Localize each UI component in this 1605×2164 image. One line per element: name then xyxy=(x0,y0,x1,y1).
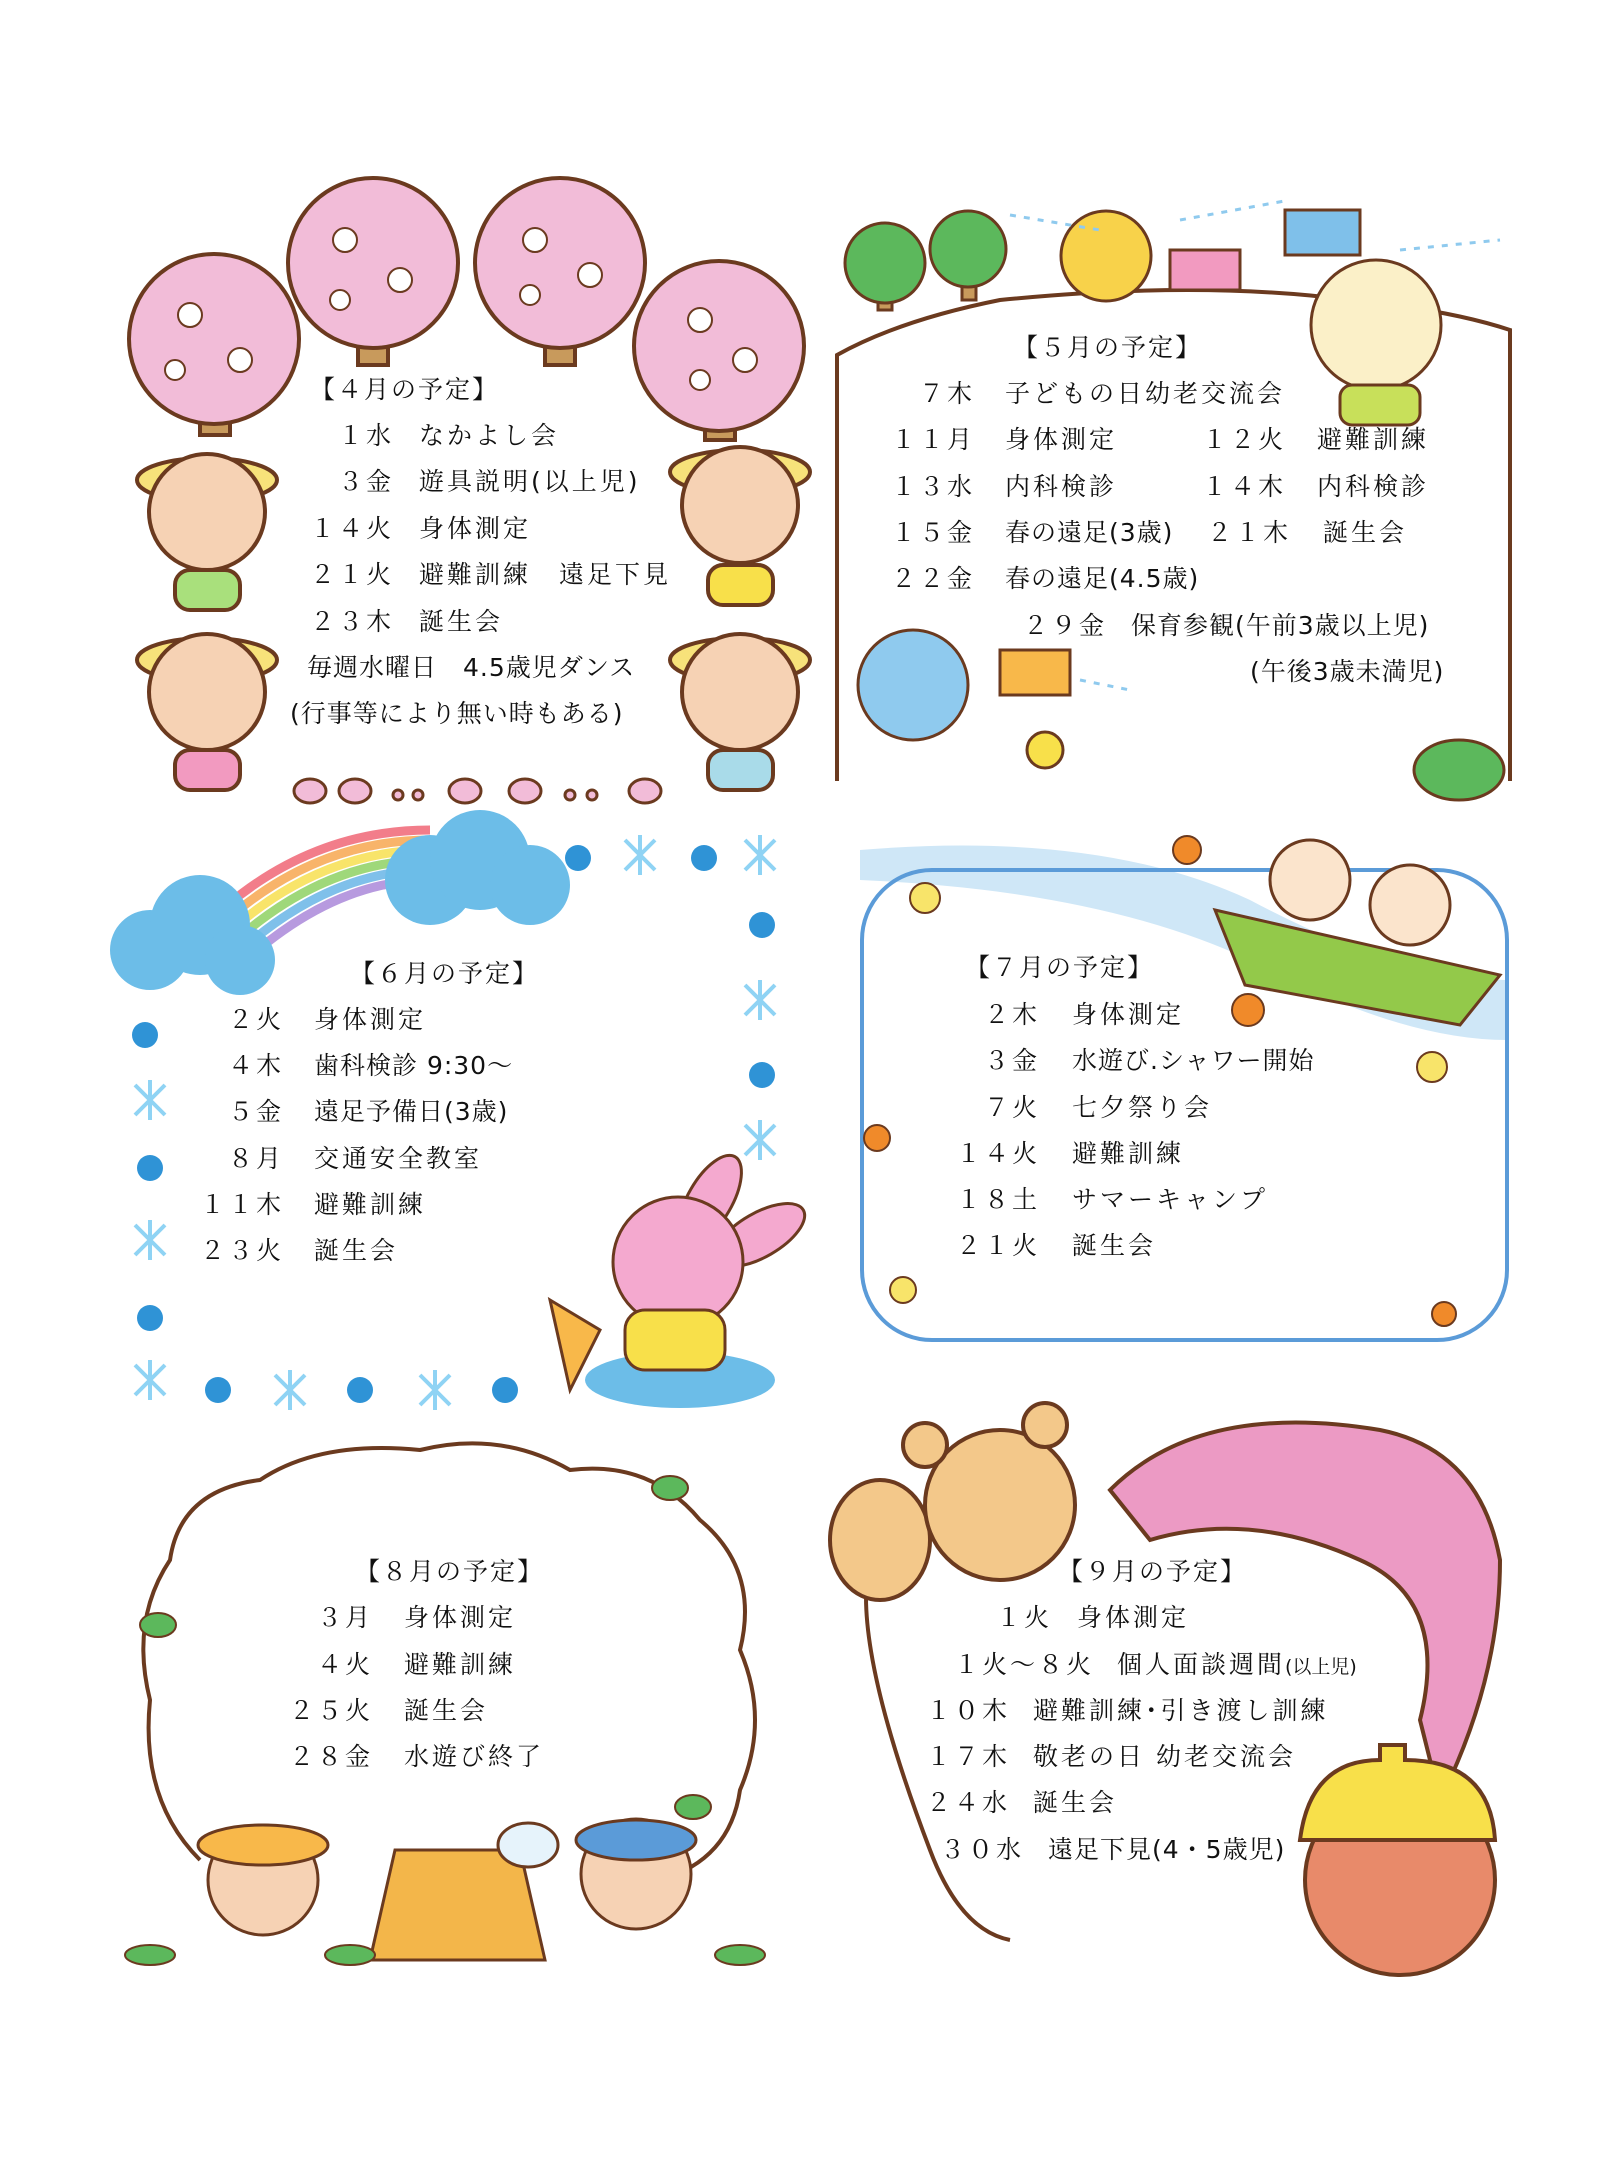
july-event: 身体測定 xyxy=(1072,1000,1185,1029)
july-date: １４火 xyxy=(955,1139,1040,1168)
june-event: 避難訓練 xyxy=(314,1190,427,1219)
may-date: ２１木 xyxy=(1206,518,1291,547)
september-event xyxy=(1117,1650,1357,1682)
june-date: ８月 xyxy=(227,1144,284,1173)
june-event: 交通安全教室 xyxy=(314,1144,483,1173)
september-chipmunk xyxy=(830,1403,1075,1600)
june-rabbit-umbrella xyxy=(550,1146,814,1408)
april-date: ２３木 xyxy=(309,607,394,636)
june-title: 【６月の予定】 xyxy=(350,959,540,988)
may-title: 【５月の予定】 xyxy=(1013,333,1203,362)
may-trees xyxy=(845,211,1006,310)
july-date: １８土 xyxy=(955,1185,1040,1214)
may-event: 春の遠足(3歳) xyxy=(1005,518,1174,547)
july-date: ７火 xyxy=(983,1093,1040,1122)
june-event: 誕生会 xyxy=(314,1236,399,1265)
may-date: １４木 xyxy=(1201,472,1286,501)
april-title: 【４月の予定】 xyxy=(310,375,500,404)
may-event: 誕生会 xyxy=(1323,518,1408,547)
august-date: ２８金 xyxy=(288,1742,373,1771)
april-event: なかよし会 xyxy=(419,421,560,450)
august-event: 水遊び終了 xyxy=(404,1742,545,1771)
april-note: (行事等により無い時もある) xyxy=(290,699,624,728)
september-date: １火 xyxy=(996,1603,1053,1632)
july-event: 避難訓練 xyxy=(1072,1139,1185,1168)
june-date: ２３火 xyxy=(199,1236,284,1265)
april-event: 遊具説明(以上児) xyxy=(419,467,641,496)
september-event: 遠足下見(4・5歳児) xyxy=(1048,1835,1286,1864)
july-event: 誕生会 xyxy=(1072,1231,1157,1260)
june-date: ４木 xyxy=(227,1051,284,1080)
may-event: 保育参観(午前3歳以上児) xyxy=(1131,611,1430,640)
august-event: 身体測定 xyxy=(404,1603,517,1632)
september-event-suffix: (以上児) xyxy=(1285,1656,1357,1678)
june-event: 遠足予備日(3歳) xyxy=(314,1097,509,1126)
april-event: 誕生会 xyxy=(419,607,504,636)
may-date: １１月 xyxy=(890,425,975,454)
june-date: １１木 xyxy=(199,1190,284,1219)
july-event: 七夕祭り会 xyxy=(1072,1093,1213,1122)
september-event: 敬老の日 幼老交流会 xyxy=(1033,1742,1296,1771)
july-event: 水遊び.シャワー開始 xyxy=(1072,1046,1315,1075)
august-title: 【８月の予定】 xyxy=(355,1557,545,1586)
september-event: 誕生会 xyxy=(1033,1788,1118,1817)
april-date: １水 xyxy=(337,421,394,450)
may-date: １５金 xyxy=(890,518,975,547)
may-event: 春の遠足(4.5歳) xyxy=(1005,564,1200,593)
august-event: 誕生会 xyxy=(404,1696,489,1725)
july-date: ２木 xyxy=(983,1000,1040,1029)
august-tree-stump-children xyxy=(198,1819,696,1960)
september-event: 身体測定 xyxy=(1077,1603,1190,1632)
august-date: ２５火 xyxy=(288,1696,373,1725)
april-date: ３金 xyxy=(337,467,394,496)
june-event: 歯科検診 9:30～ xyxy=(314,1051,514,1080)
april-date: ２１火 xyxy=(309,560,394,589)
may-date: １３水 xyxy=(890,472,975,501)
july-date: ３金 xyxy=(983,1046,1040,1075)
june-event: 身体測定 xyxy=(314,1005,427,1034)
september-title: 【９月の予定】 xyxy=(1058,1557,1248,1586)
july-date: ２１火 xyxy=(955,1231,1040,1260)
september-date: １０木 xyxy=(926,1696,1011,1725)
may-event: 子どもの日幼老交流会 xyxy=(1005,379,1286,408)
may-event: 身体測定 xyxy=(1005,425,1118,454)
august-date: ３月 xyxy=(316,1603,373,1632)
august-date: ４火 xyxy=(316,1650,373,1679)
may-date: １２火 xyxy=(1201,425,1286,454)
june-date: ５金 xyxy=(227,1097,284,1126)
april-date: １４火 xyxy=(309,514,394,543)
september-event-text: 個人面談週間 xyxy=(1117,1650,1286,1679)
september-date: ３０水 xyxy=(940,1835,1025,1864)
july-title: 【７月の予定】 xyxy=(965,953,1155,982)
april-petal-border xyxy=(294,779,661,803)
may-event: 避難訓練 xyxy=(1317,425,1430,454)
april-event: 身体測定 xyxy=(419,514,532,543)
april-event: 避難訓練 遠足下見 xyxy=(419,560,672,589)
september-date: １７木 xyxy=(926,1742,1011,1771)
may-event: 内科検診 xyxy=(1317,472,1430,501)
september-date: １火～８火 xyxy=(954,1650,1095,1679)
september-date: ２４水 xyxy=(926,1788,1011,1817)
may-date: ２２金 xyxy=(890,564,975,593)
may-kids-carp-streamers xyxy=(858,210,1504,800)
september-acorn xyxy=(1300,1745,1495,1975)
may-note: (午後3歳未満児) xyxy=(1250,657,1445,686)
august-event: 避難訓練 xyxy=(404,1650,517,1679)
april-note: 毎週水曜日 4.5歳児ダンス xyxy=(307,653,636,682)
july-event: サマーキャンプ xyxy=(1072,1185,1269,1214)
may-date: ７木 xyxy=(918,379,975,408)
may-event: 内科検診 xyxy=(1005,472,1118,501)
may-date: ２９金 xyxy=(1023,611,1108,640)
june-date: ２火 xyxy=(227,1005,284,1034)
september-event: 避難訓練･引き渡し訓練 xyxy=(1033,1696,1329,1725)
